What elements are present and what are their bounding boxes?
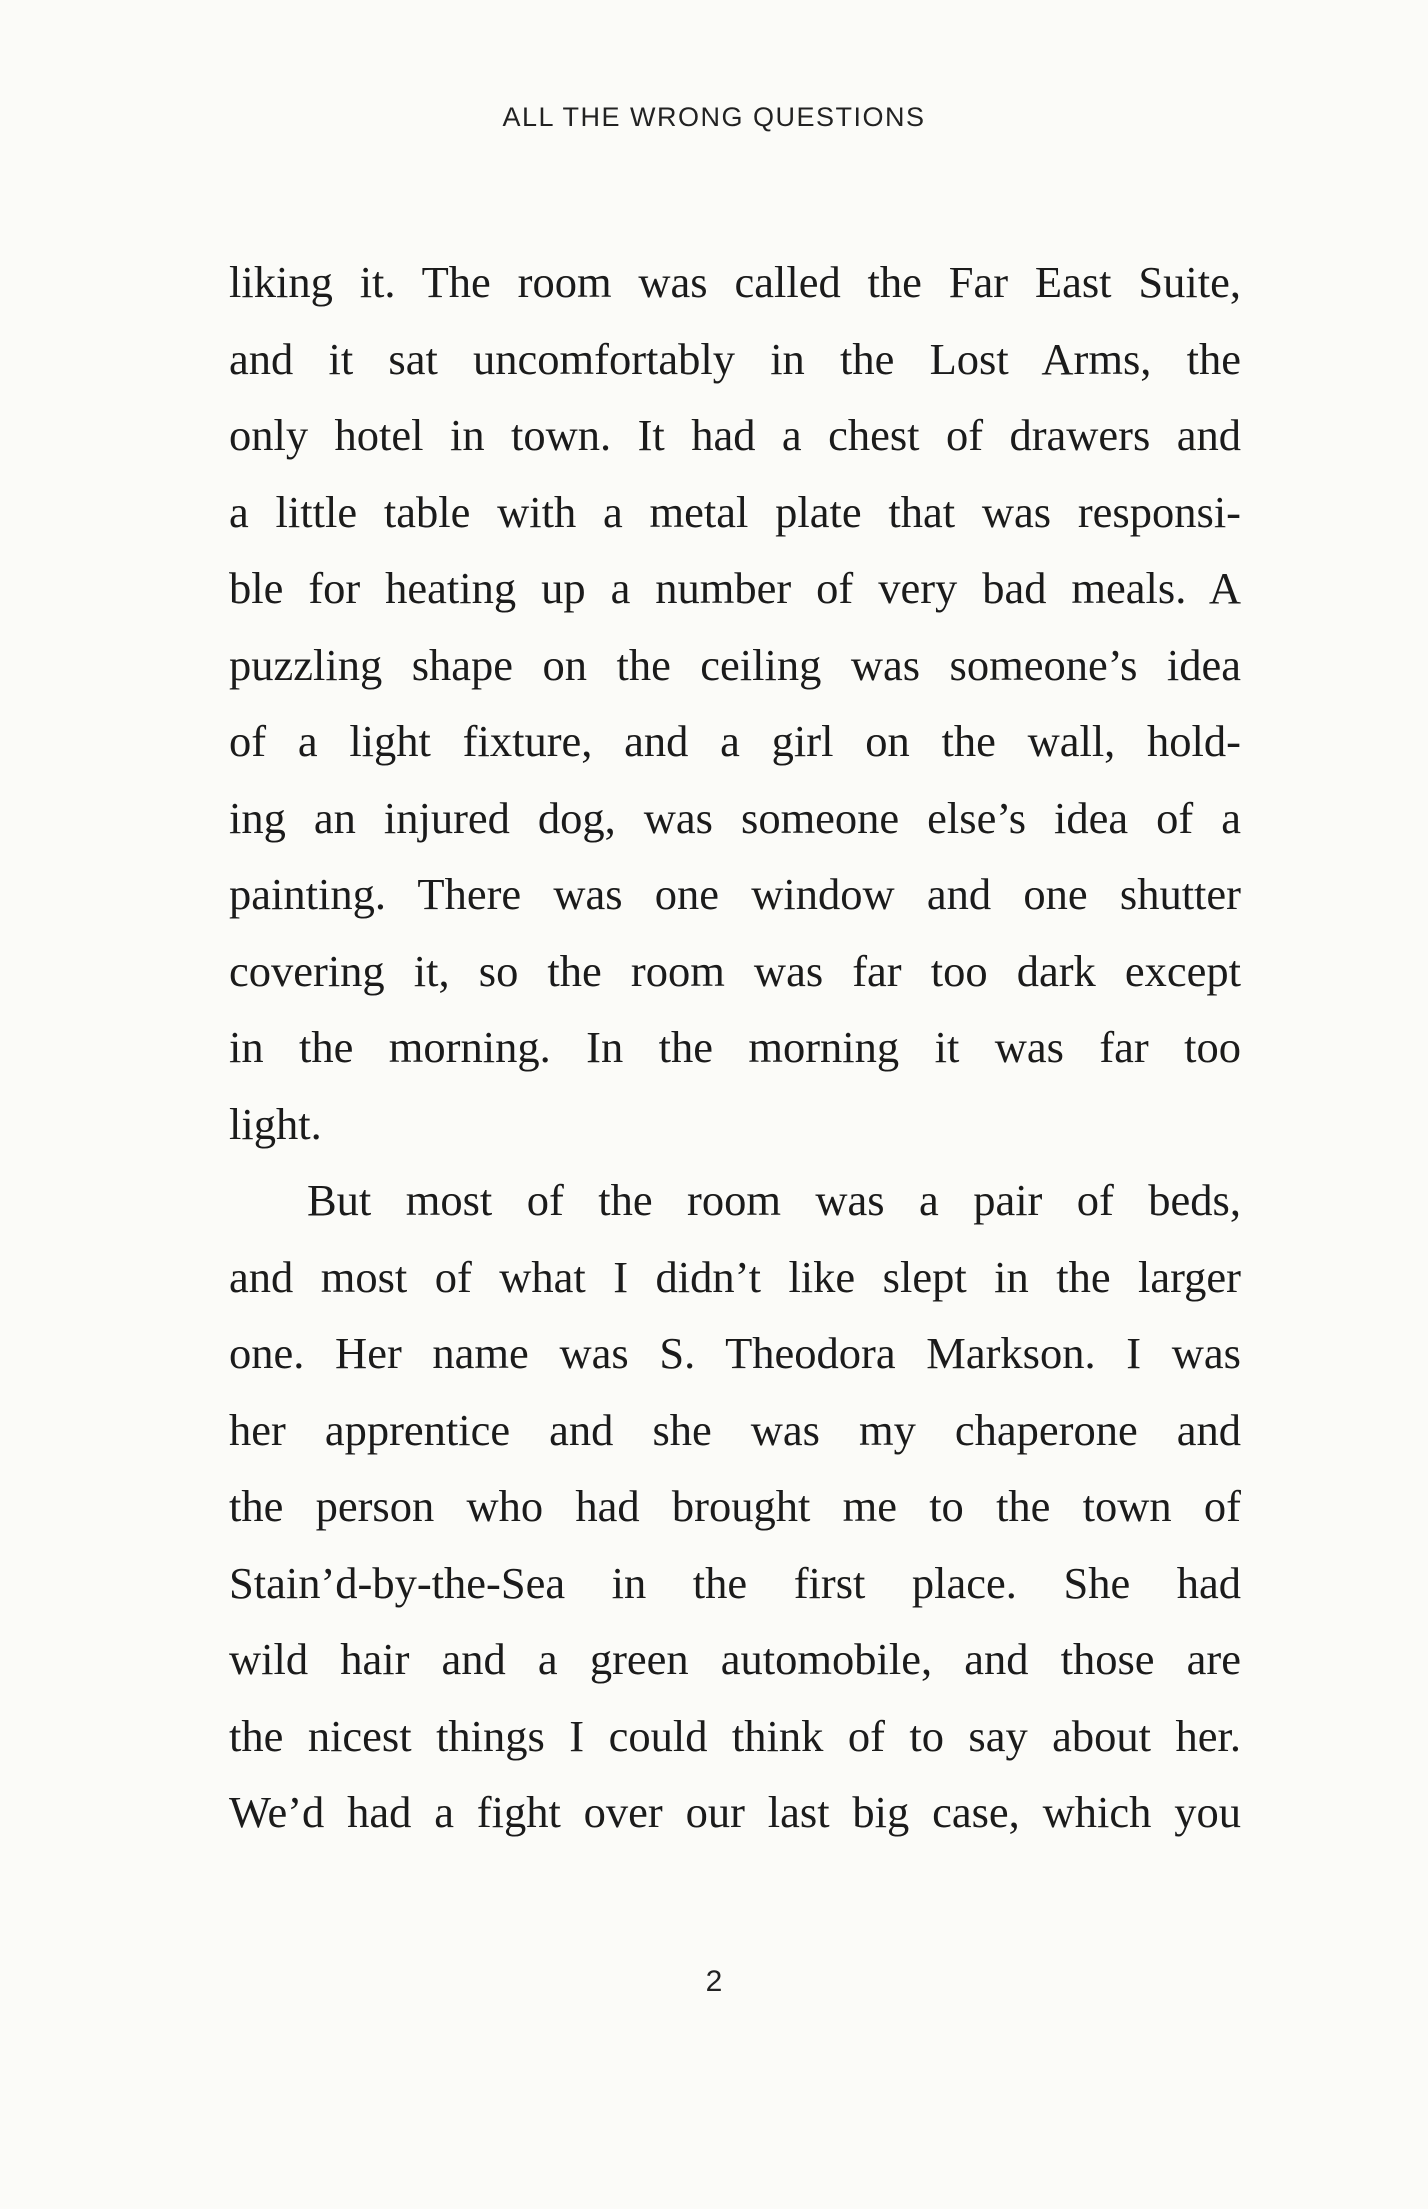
text-line: in the morning. In the morning it was far too [229, 1022, 1241, 1072]
text-line: Stain’d-by-the-Sea in the first place. She had [229, 1557, 1241, 1608]
text-line: wild hair and a green automobile, and those are [229, 1634, 1241, 1684]
text-line: only hotel in town. It had a chest of drawers and [229, 410, 1241, 460]
text-line: puzzling shape on the ceiling was someone’s idea [229, 639, 1241, 690]
text-line: We’d had a fight over our last big case, which you [229, 1787, 1241, 1837]
text-line: of a light fixture, and a girl on the wall, hold- [229, 716, 1241, 766]
text-line: light. [229, 1098, 322, 1149]
running-head: ALL THE WRONG QUESTIONS [502, 102, 926, 132]
text-line: and most of what I didn’t like slept in the larger [229, 1251, 1241, 1302]
body-text [229, 244, 1241, 1851]
text-line: her apprentice and she was my chaperone and [229, 1404, 1241, 1455]
text-line: But most of the room was a pair of beds, [307, 1175, 1241, 1225]
text-line: painting. There was one window and one shutter [229, 869, 1241, 919]
page-number: 2 [705, 1965, 723, 1998]
text-line: covering it, so the room was far too dark except [229, 945, 1241, 996]
text-line: ble for heating up a number of very bad meals. A [229, 563, 1241, 613]
text-line: the person who had brought me to the town of [229, 1481, 1241, 1531]
text-line: liking it. The room was called the Far East Suite, [229, 257, 1241, 307]
text-line: one. Her name was S. Theodora Markson. I was [229, 1328, 1241, 1378]
text-line: a little table with a metal plate that was responsi- [229, 486, 1241, 537]
text-line: ing an injured dog, was someone else’s idea of a [229, 792, 1241, 843]
text-line: the nicest things I could think of to say about her. [229, 1710, 1241, 1761]
text-line: and it sat uncomfortably in the Lost Arms, the [229, 333, 1241, 384]
